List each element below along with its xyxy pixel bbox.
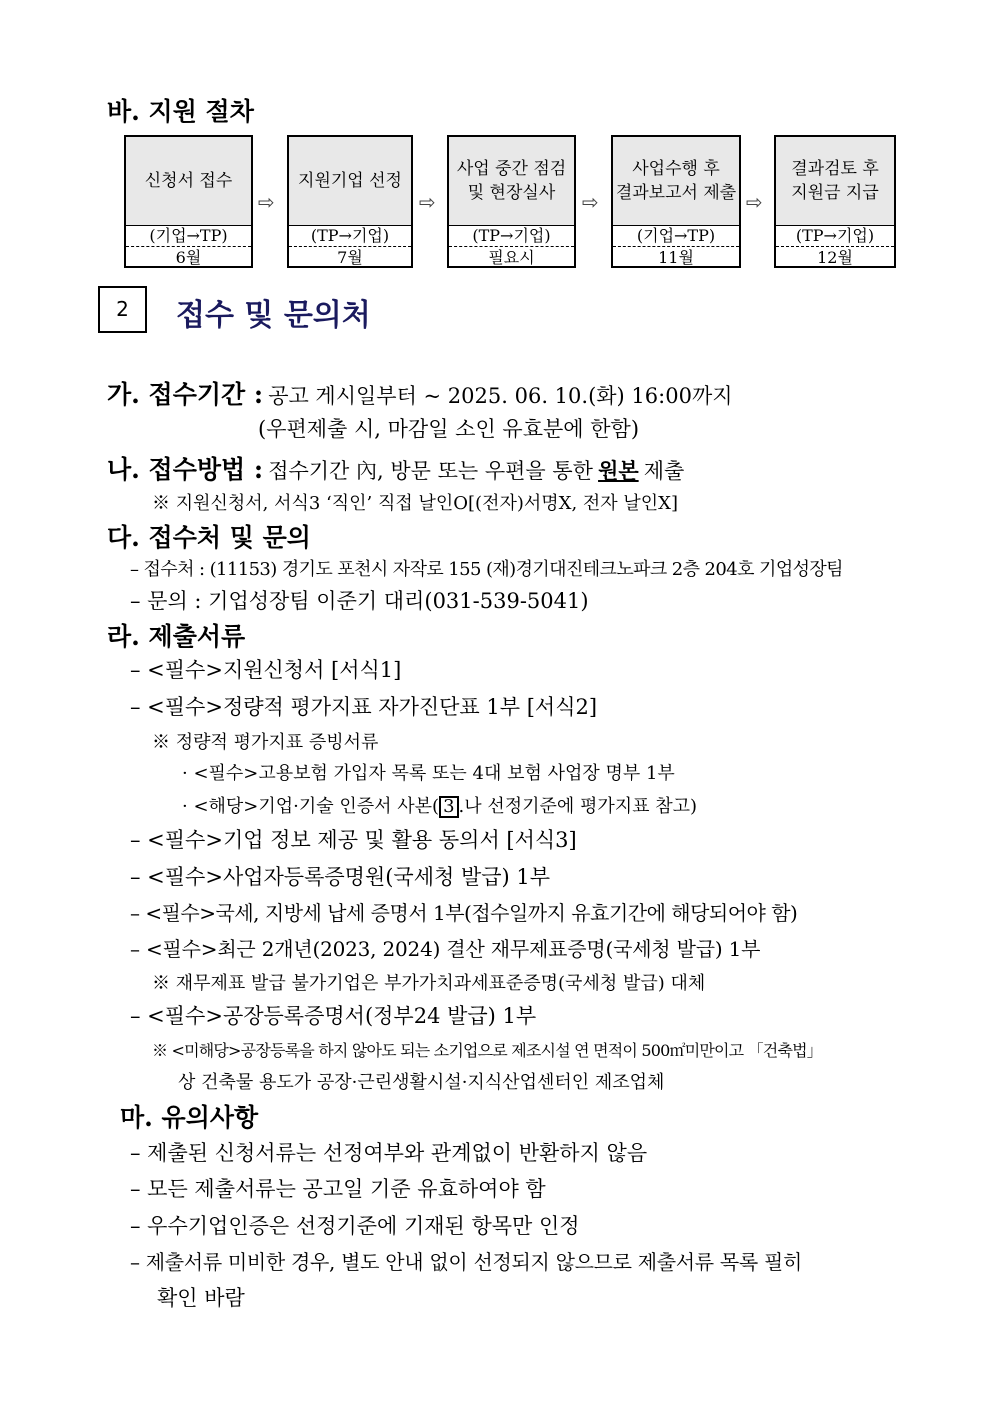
document-item: – <필수>정량적 평가지표 자가진단표 1부 [서식2] bbox=[130, 695, 598, 719]
arrow-right-icon: ⇨ bbox=[419, 190, 436, 214]
document-note: ※ 재무제표 발급 불가기업은 부가가치과세표준증명(국세청 발급) 대체 bbox=[152, 973, 706, 994]
notes-item: – 제출서류 미비한 경우, 별도 안내 없이 선정되지 않으므로 제출서류 목록 필히 bbox=[130, 1250, 803, 1274]
section-number-box: 2 bbox=[98, 286, 147, 333]
arrow-right-icon: ⇨ bbox=[582, 190, 599, 214]
process-step-flow: (TP→기업) bbox=[449, 226, 574, 247]
document-item: – <필수>지원신청서 [서식1] bbox=[130, 658, 402, 682]
process-step-5 bbox=[774, 135, 896, 268]
process-step-timing: 6월 bbox=[175, 248, 202, 267]
reception-method-note: ※ 지원신청서, 서식3 ‘직인’ 직접 날인O[(전자)서명X, 전자 날인X] bbox=[152, 493, 679, 514]
process-step-flow: (기업→TP) bbox=[126, 226, 251, 247]
document-subitem-text: .나 선정기준에 평가지표 참고) bbox=[458, 796, 698, 817]
process-step-name: 결과검토 후 지원금 지급 bbox=[776, 137, 894, 226]
reception-period bbox=[107, 375, 733, 411]
document-item: – <필수>사업자등록증명원(국세청 발급) 1부 bbox=[130, 865, 551, 889]
documents-heading: 라. 제출서류 bbox=[107, 622, 246, 651]
process-step-name: 사업 중간 점검 및 현장실사 bbox=[449, 137, 574, 226]
document-item: – <필수>공장등록증명서(정부24 발급) 1부 bbox=[130, 1004, 537, 1028]
arrow-right-icon: ⇨ bbox=[746, 190, 763, 214]
document-note: 상 건축물 용도가 공장·근린생활시설·지식산업센터인 제조업체 bbox=[178, 1072, 665, 1093]
document-subitem bbox=[182, 792, 697, 818]
notes-item-continuation: 확인 바람 bbox=[157, 1286, 245, 1310]
process-step-timing: 필요시 bbox=[488, 248, 535, 267]
process-step-1 bbox=[124, 135, 253, 268]
process-step-flow: (TP→기업) bbox=[289, 226, 411, 247]
process-step-name: 신청서 접수 bbox=[126, 137, 251, 226]
document-item: – <필수>최근 2개년(2023, 2024) 결산 재무제표증명(국세청 발급) 1부 bbox=[130, 937, 761, 961]
process-step-4 bbox=[611, 135, 741, 268]
process-step-2 bbox=[287, 135, 413, 268]
reception-method bbox=[107, 450, 684, 486]
document-note: ※ <미해당>공장등록을 하지 않아도 되는 소기업으로 제조시설 연 면적이 500㎡미만이고 「건축법」 bbox=[152, 1041, 822, 1060]
section-title: 접수 및 문의처 bbox=[176, 298, 371, 333]
document-subitem: · <필수>고용보험 가입자 목록 또는 4대 보험 사업장 명부 1부 bbox=[182, 763, 675, 784]
process-step-timing: 7월 bbox=[337, 248, 363, 267]
document-subitem-text: · <해당>기업·기술 인증서 사본( bbox=[182, 796, 440, 817]
document-item: – <필수>국세, 지방세 납세 증명서 1부(접수일까지 유효기간에 해당되어야 함) bbox=[130, 901, 798, 925]
process-step-timing: 12월 bbox=[817, 248, 853, 267]
arrow-right-icon: ⇨ bbox=[258, 190, 275, 214]
reception-method-text-after: 제출 bbox=[643, 459, 685, 483]
notes-item: – 모든 제출서류는 공고일 기준 유효하여야 함 bbox=[130, 1177, 546, 1201]
reception-method-emphasis: 원본 bbox=[598, 458, 639, 483]
reference-box: 3 bbox=[439, 796, 458, 818]
reception-period-note: (우편제출 시, 마감일 소인 유효분에 한함) bbox=[258, 417, 640, 441]
reception-period-text: 공고 게시일부터 ~ 2025. 06. 10.(화) 16:00까지 bbox=[268, 384, 733, 408]
document-note: ※ 정량적 평가지표 증빙서류 bbox=[152, 732, 379, 753]
process-step-flow: (기업→TP) bbox=[613, 226, 739, 247]
document-item: – <필수>기업 정보 제공 및 활용 동의서 [서식3] bbox=[130, 828, 577, 852]
contact-heading: 다. 접수처 및 문의 bbox=[107, 523, 311, 552]
section-heading-support-procedure: 바. 지원 절차 bbox=[107, 97, 254, 126]
reception-period-label: 가. 접수기간 : bbox=[107, 380, 264, 409]
contact-person: – 문의 : 기업성장팀 이준기 대리(031-539-5041) bbox=[130, 589, 589, 613]
reception-method-text: 접수기간 內, 방문 또는 우편을 통한 bbox=[268, 459, 593, 483]
process-step-timing: 11월 bbox=[658, 248, 694, 267]
process-step-3 bbox=[447, 135, 576, 268]
notes-heading: 마. 유의사항 bbox=[120, 1103, 259, 1132]
notes-item: – 우수기업인증은 선정기준에 기재된 항목만 인정 bbox=[130, 1214, 580, 1238]
reception-method-label: 나. 접수방법 : bbox=[107, 455, 264, 484]
notes-item: – 제출된 신청서류는 선정여부와 관계없이 반환하지 않음 bbox=[130, 1141, 648, 1165]
process-step-flow: (TP→기업) bbox=[776, 226, 894, 247]
process-step-name: 지원기업 선정 bbox=[289, 137, 411, 226]
process-step-name: 사업수행 후 결과보고서 제출 bbox=[613, 137, 739, 226]
contact-address: – 접수처 : (11153) 경기도 포천시 자작로 155 (재)경기대진테크노파크 2층 204호 기업성장팀 bbox=[130, 559, 843, 580]
